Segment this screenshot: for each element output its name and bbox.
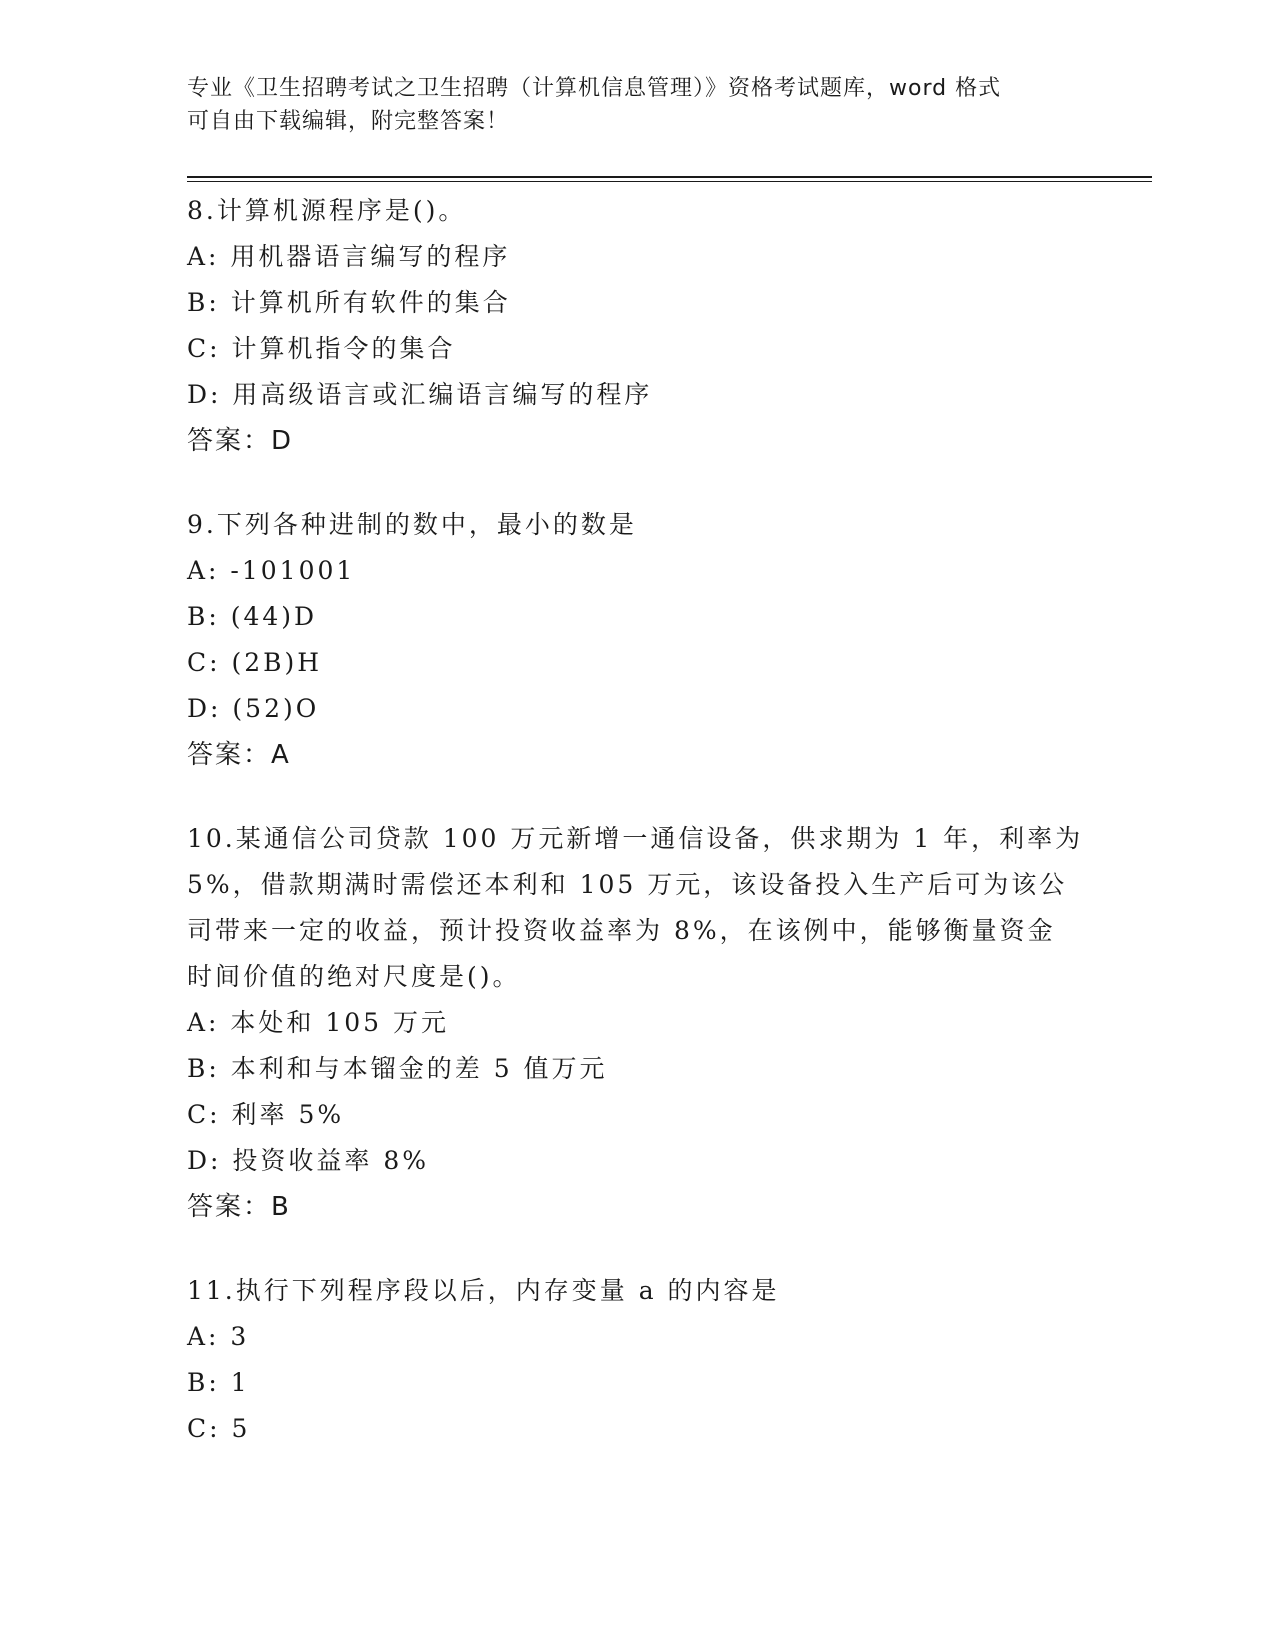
- option-a: A: 本处和 105 万元: [187, 1008, 450, 1037]
- option-a: A: -101001: [187, 556, 356, 585]
- option-a: A: 3: [187, 1322, 250, 1351]
- header-divider-thin: [187, 181, 1152, 182]
- question-stem: 9.下列各种进制的数中，最小的数是: [187, 510, 637, 539]
- option-b: B: (44)D: [187, 602, 318, 631]
- question-list: [187, 188, 1087, 1490]
- header-line-1: 专业《卫生招聘考试之卫生招聘（计算机信息管理）》资格考试题库，word 格式: [187, 76, 1002, 101]
- question-stem-line-2: 5%，借款期满时需偿还本利和 105 万元，该设备投入生产后可为该公: [187, 870, 1068, 899]
- answer-label: 答案：A: [187, 740, 291, 770]
- option-b: B: 本利和与本镏金的差 5 值万元: [187, 1054, 608, 1083]
- option-c: C: 利率 5%: [187, 1100, 345, 1129]
- question-stem-line-4: 时间价值的绝对尺度是()。: [187, 962, 521, 991]
- document-header: [187, 72, 1087, 138]
- option-b: B: 计算机所有软件的集合: [187, 288, 511, 317]
- answer-label: 答案：B: [187, 1192, 291, 1222]
- question-8: [187, 188, 1087, 464]
- question-stem-line-1: 10.某通信公司贷款 100 万元新增一通信设备，供求期为 1 年，利率为: [187, 824, 1084, 853]
- option-c: C: (2B)H: [187, 648, 323, 677]
- header-divider-thick: [187, 176, 1152, 178]
- header-line-2: 可自由下载编辑，附完整答案！: [187, 109, 510, 134]
- option-d: D: 投资收益率 8%: [187, 1146, 430, 1175]
- option-c: C: 5: [187, 1414, 251, 1443]
- option-a: A: 用机器语言编写的程序: [187, 242, 511, 271]
- question-10: [187, 816, 1087, 1230]
- answer-label: 答案：D: [187, 426, 294, 456]
- question-stem: 11.执行下列程序段以后，内存变量 a 的内容是: [187, 1276, 780, 1305]
- option-b: B: 1: [187, 1368, 250, 1397]
- option-d: D: (52)O: [187, 694, 320, 723]
- option-d: D: 用高级语言或汇编语言编写的程序: [187, 380, 653, 409]
- question-stem: 8.计算机源程序是()。: [187, 196, 467, 225]
- option-c: C: 计算机指令的集合: [187, 334, 456, 363]
- question-9: [187, 502, 1087, 778]
- question-stem-line-3: 司带来一定的收益，预计投资收益率为 8%，在该例中，能够衡量资金: [187, 916, 1056, 945]
- question-11: [187, 1268, 1087, 1452]
